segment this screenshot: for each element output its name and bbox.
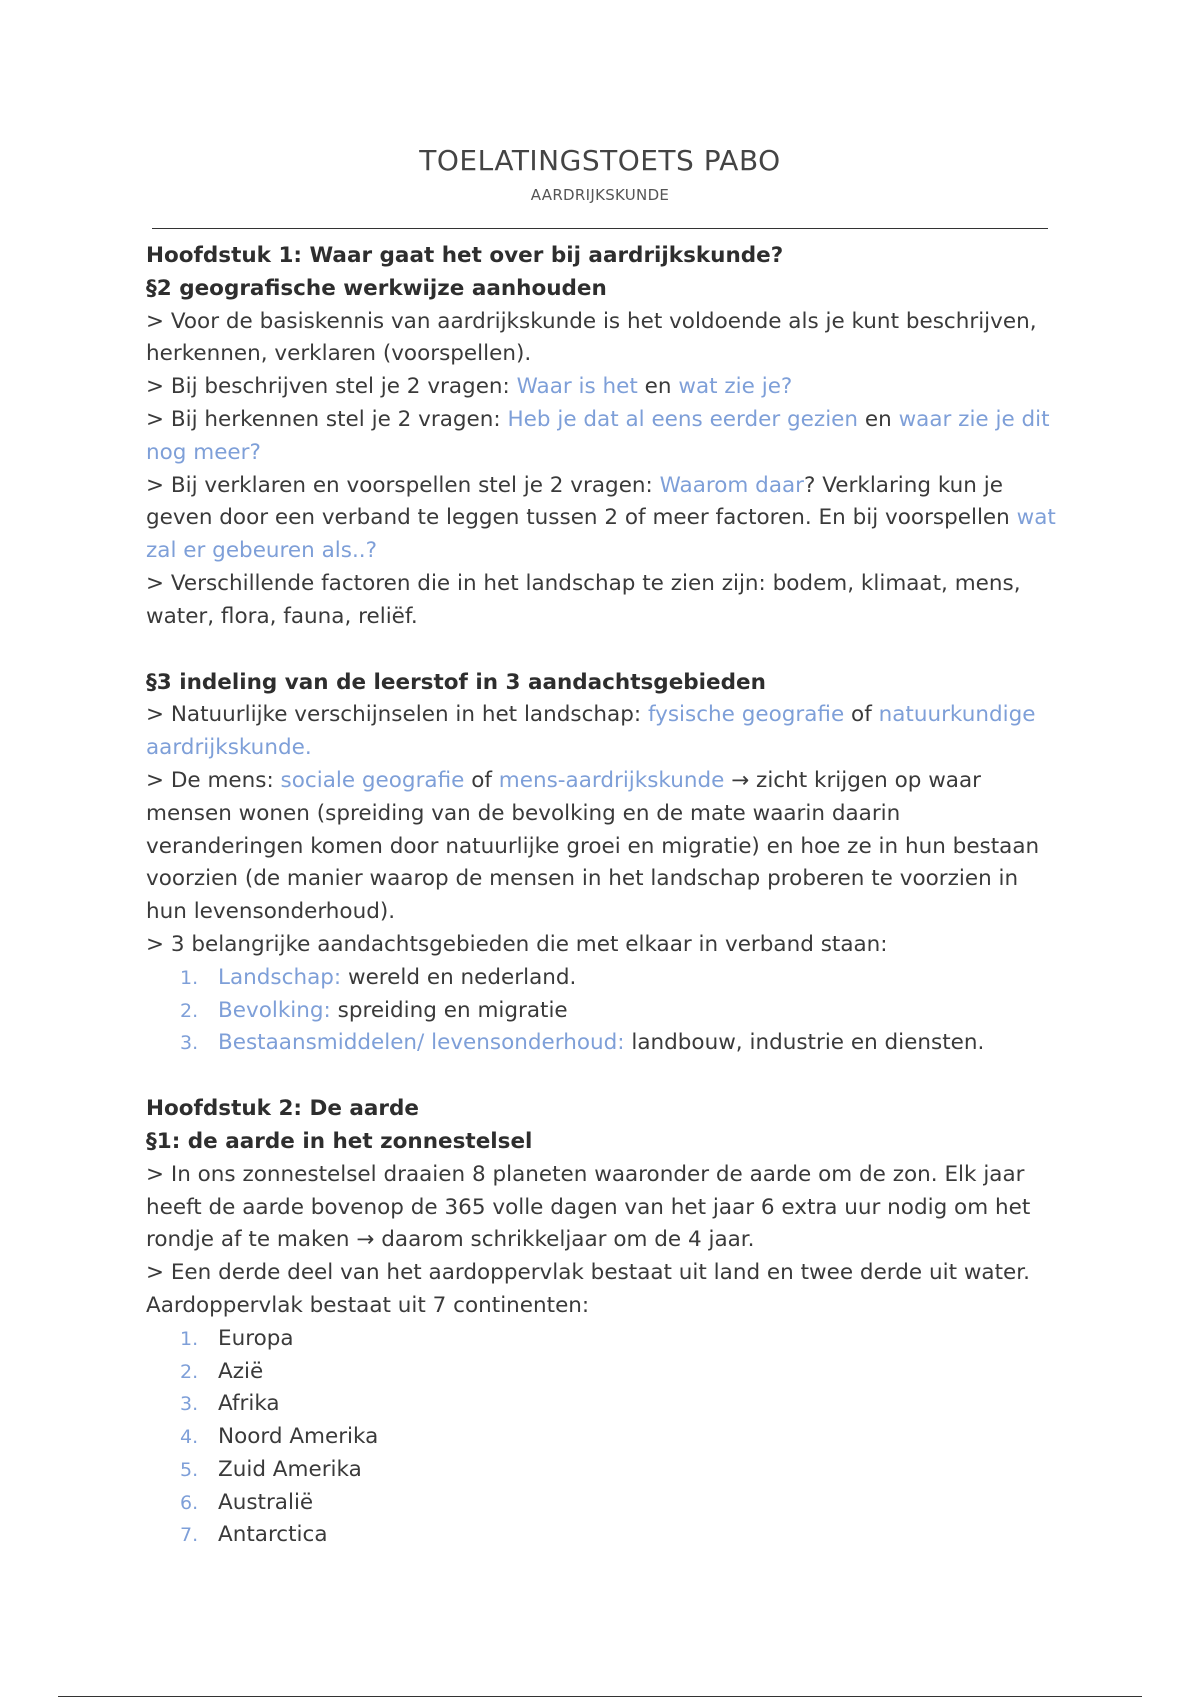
list-number: 3. <box>180 1032 199 1055</box>
list-item <box>146 1323 1060 1356</box>
list-number: 2. <box>180 1360 199 1383</box>
list-number: 2. <box>180 999 199 1022</box>
list-item <box>146 995 1060 1028</box>
continent-name: Azië <box>218 1358 264 1384</box>
list-number: 4. <box>180 1426 199 1449</box>
section-2-heading: §2 geografische werkwijze aanhouden <box>146 275 607 301</box>
paragraph-zonnestelsel: > In ons zonnestelsel draaien 8 planeten waaronder de aarde om de zon. Elk jaar heeft de aarde bovenop de 365 volle dagen van het jaar 6 extra uur nodig om het rondje af te maken → daarom schrikkeljaar om de 4 jaar. <box>146 1161 1031 1253</box>
highlight-term: fysische geografie <box>647 702 845 728</box>
document-body <box>146 240 1060 1552</box>
continent-name: Australië <box>218 1489 314 1515</box>
text-run: > Natuurlijke verschijnselen in het landschap: <box>146 702 648 728</box>
highlight-term: waar zie je dit nog meer? <box>146 406 1050 465</box>
highlight-term: sociale geografie <box>280 767 465 793</box>
paragraph-aandachtsgebieden: > 3 belangrijke aandachtsgebieden die met elkaar in verband staan: <box>146 931 888 957</box>
paragraph-de-mens <box>146 765 1060 929</box>
text-run: ? Verklaring kun je geven door een verband te leggen tussen 2 of meer factoren. En bij voorspellen <box>146 472 1017 531</box>
document-title: TOELATINGSTOETS PABO <box>419 144 781 177</box>
list-number: 5. <box>180 1458 199 1481</box>
list-item <box>146 1027 1060 1060</box>
paragraph-basiskennis: > Voor de basiskennis van aardrijkskunde is het voldoende als je kunt beschrijven, herkennen, verklaren (voorspellen). <box>146 308 1037 367</box>
list-item <box>146 962 1060 995</box>
chapter-2-heading: Hoofdstuk 2: De aarde <box>146 1096 419 1122</box>
paragraph-herkennen <box>146 404 1060 470</box>
paragraph-natuurlijke <box>146 699 1060 765</box>
text-run: > Bij verklaren en voorspellen stel je 2 vragen: <box>146 472 660 498</box>
highlight-term: Bevolking: <box>218 997 331 1023</box>
paragraph-beschrijven <box>146 371 1060 404</box>
list-number: 6. <box>180 1491 199 1514</box>
spacer <box>146 634 1060 667</box>
list-item-text: wereld en nederland. <box>341 964 577 990</box>
aandachtsgebieden-list <box>146 962 1060 1060</box>
text-run: → zicht krijgen op waar mensen wonen (spreiding van de bevolking en de mate waarin daarin veranderingen komen door natuurlijke groei en migratie) en hoe ze in hun bestaan voorzien (de manier waarop de mensen in het landschap proberen te voorzien in hun levensonderhoud). <box>146 767 1040 925</box>
highlight-term: Heb je dat al eens eerder gezien <box>507 406 859 432</box>
continents-list <box>146 1323 1060 1553</box>
spacer <box>146 1060 1060 1093</box>
header-divider <box>152 228 1048 229</box>
highlight-term: Landschap: <box>218 964 342 990</box>
highlight-term: wat zal er gebeuren als..? <box>146 505 1056 564</box>
chapter-1-heading: Hoofdstuk 1: Waar gaat het over bij aardrijkskunde? <box>146 243 784 268</box>
paragraph-factoren: > Verschillende factoren die in het landschap te zien zijn: bodem, klimaat, mens, water, flora, fauna, reliëf. <box>146 570 1021 629</box>
list-item <box>146 1519 1060 1552</box>
highlight-term: Bestaansmiddelen/ levensonderhoud: <box>218 1030 625 1056</box>
list-number: 1. <box>180 1327 199 1350</box>
highlight-term: mens-aardrijkskunde <box>498 767 725 793</box>
text-run: en <box>637 374 679 400</box>
highlight-term: Waar is het <box>516 374 638 400</box>
text-run: > Bij herkennen stel je 2 vragen: <box>146 406 508 432</box>
highlight-term: natuurkundige aardrijkskunde. <box>146 702 1036 761</box>
text-run: of <box>844 702 879 728</box>
section-1-heading: §1: de aarde in het zonnestelsel <box>146 1128 533 1154</box>
list-item <box>146 1454 1060 1487</box>
continent-name: Antarctica <box>218 1522 328 1548</box>
list-item <box>146 1356 1060 1389</box>
list-item-text: landbouw, industrie en diensten. <box>624 1030 985 1056</box>
list-number: 3. <box>180 1393 199 1416</box>
paragraph-aardoppervlak: > Een derde deel van het aardoppervlak bestaat uit land en twee derde uit water. Aardoppervlak bestaat uit 7 continenten: <box>146 1260 1030 1318</box>
list-item <box>146 1388 1060 1421</box>
text-run: > De mens: <box>146 767 281 793</box>
continent-name: Afrika <box>218 1391 280 1417</box>
footer-divider <box>58 1696 1142 1697</box>
text-run: of <box>464 767 499 793</box>
text-run: > Bij beschrijven stel je 2 vragen: <box>146 374 517 400</box>
list-item <box>146 1421 1060 1454</box>
list-number: 7. <box>180 1524 199 1547</box>
paragraph-verklaren <box>146 470 1060 568</box>
continent-name: Noord Amerika <box>218 1424 379 1450</box>
highlight-term: wat zie je? <box>678 374 793 400</box>
continent-name: Zuid Amerika <box>218 1456 362 1482</box>
document-subtitle: AARDRIJKSKUNDE <box>530 186 670 204</box>
list-item <box>146 1487 1060 1520</box>
section-3-heading: §3 indeling van de leerstof in 3 aandachtsgebieden <box>146 669 766 695</box>
text-run: en <box>858 406 899 432</box>
highlight-term: Waarom daar <box>659 472 805 498</box>
continent-name: Europa <box>218 1325 294 1351</box>
list-number: 1. <box>180 966 199 989</box>
list-item-text: spreiding en migratie <box>330 997 568 1023</box>
